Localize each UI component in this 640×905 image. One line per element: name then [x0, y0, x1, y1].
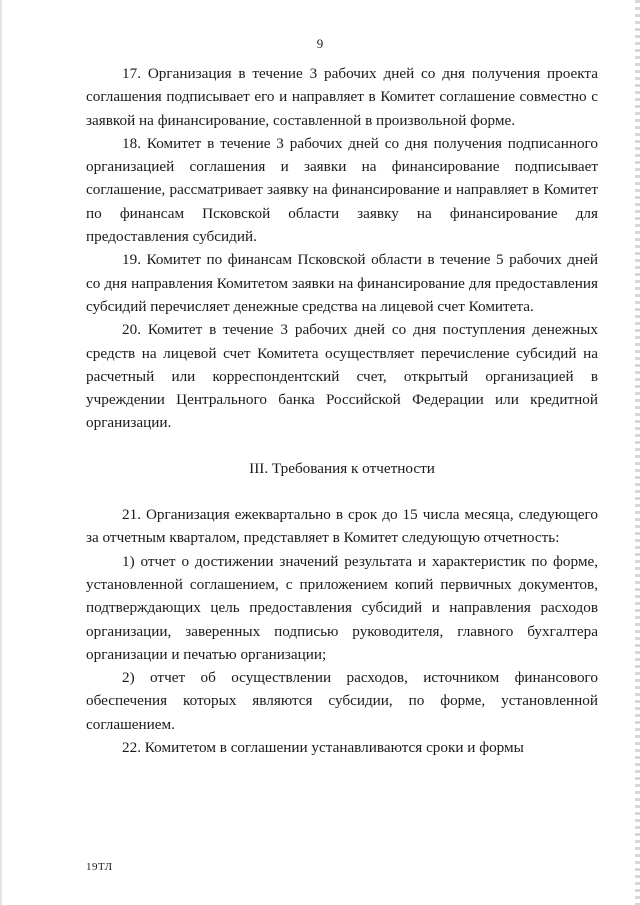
footer-code: 19ТЛ — [86, 861, 113, 873]
scan-edge-right — [635, 0, 640, 905]
section-heading: III. Требования к отчетности — [249, 459, 435, 477]
paragraph-20: 20. Комитет в течение 3 рабочих дней со дня поступления денежных средств на лицевой счет Комитета осуществляет перечисление субсидий на расчетный или корреспондентский счет, открытый организацией в учреждении Центрального банка Российской Федерации или кредитной организации. — [86, 321, 598, 432]
paragraph-18: 18. Комитет в течение 3 рабочих дней со дня получения подписанного организацией соглашения и заявки на финансирование подписывает соглашение, рассматривает заявку на финансирование и направляет в Комитет по финансам Псковской области заявку на финансирование для предоставления субсидий. — [86, 134, 598, 246]
paragraph-22: 22. Комитетом в соглашении устанавливаются сроки и формы — [122, 739, 524, 757]
paragraph-21-item-2: 2) отчет об осуществлении расходов, источником финансового обеспечения которых являются субсидии, по форме, установленной соглашением. — [86, 669, 598, 733]
paragraph-19: 19. Комитет по финансам Псковской области в течение 5 рабочих дней со дня направления Комитетом заявки на финансирование для предоставления субсидий перечисляет денежные средства на лицевой счет Комитета. — [86, 251, 598, 315]
paragraph-21: 21. Организация ежеквартально в срок до 15 числа месяца, следующего за отчетным кварталом, представляет в Комитет следующую отчетность: — [86, 506, 598, 547]
scan-edge-left — [0, 0, 3, 905]
document-body — [86, 62, 598, 759]
paragraph-17: 17. Организация в течение 3 рабочих дней со дня получения проекта соглашения подписывает его и направляет в Комитет соглашение совместно с заявкой на финансирование, составленной в произвольной форме. — [86, 65, 598, 129]
paragraph-21-item-1: 1) отчет о достижении значений результата и характеристик по форме, установленной соглашением, с приложением копий первичных документов, подтверждающих цель предоставления субсидий и направления расходов организации, заверенных подписью руководителя, главного бухгалтера организации и печатью организации; — [86, 552, 598, 663]
page-number: 9 — [316, 36, 324, 51]
